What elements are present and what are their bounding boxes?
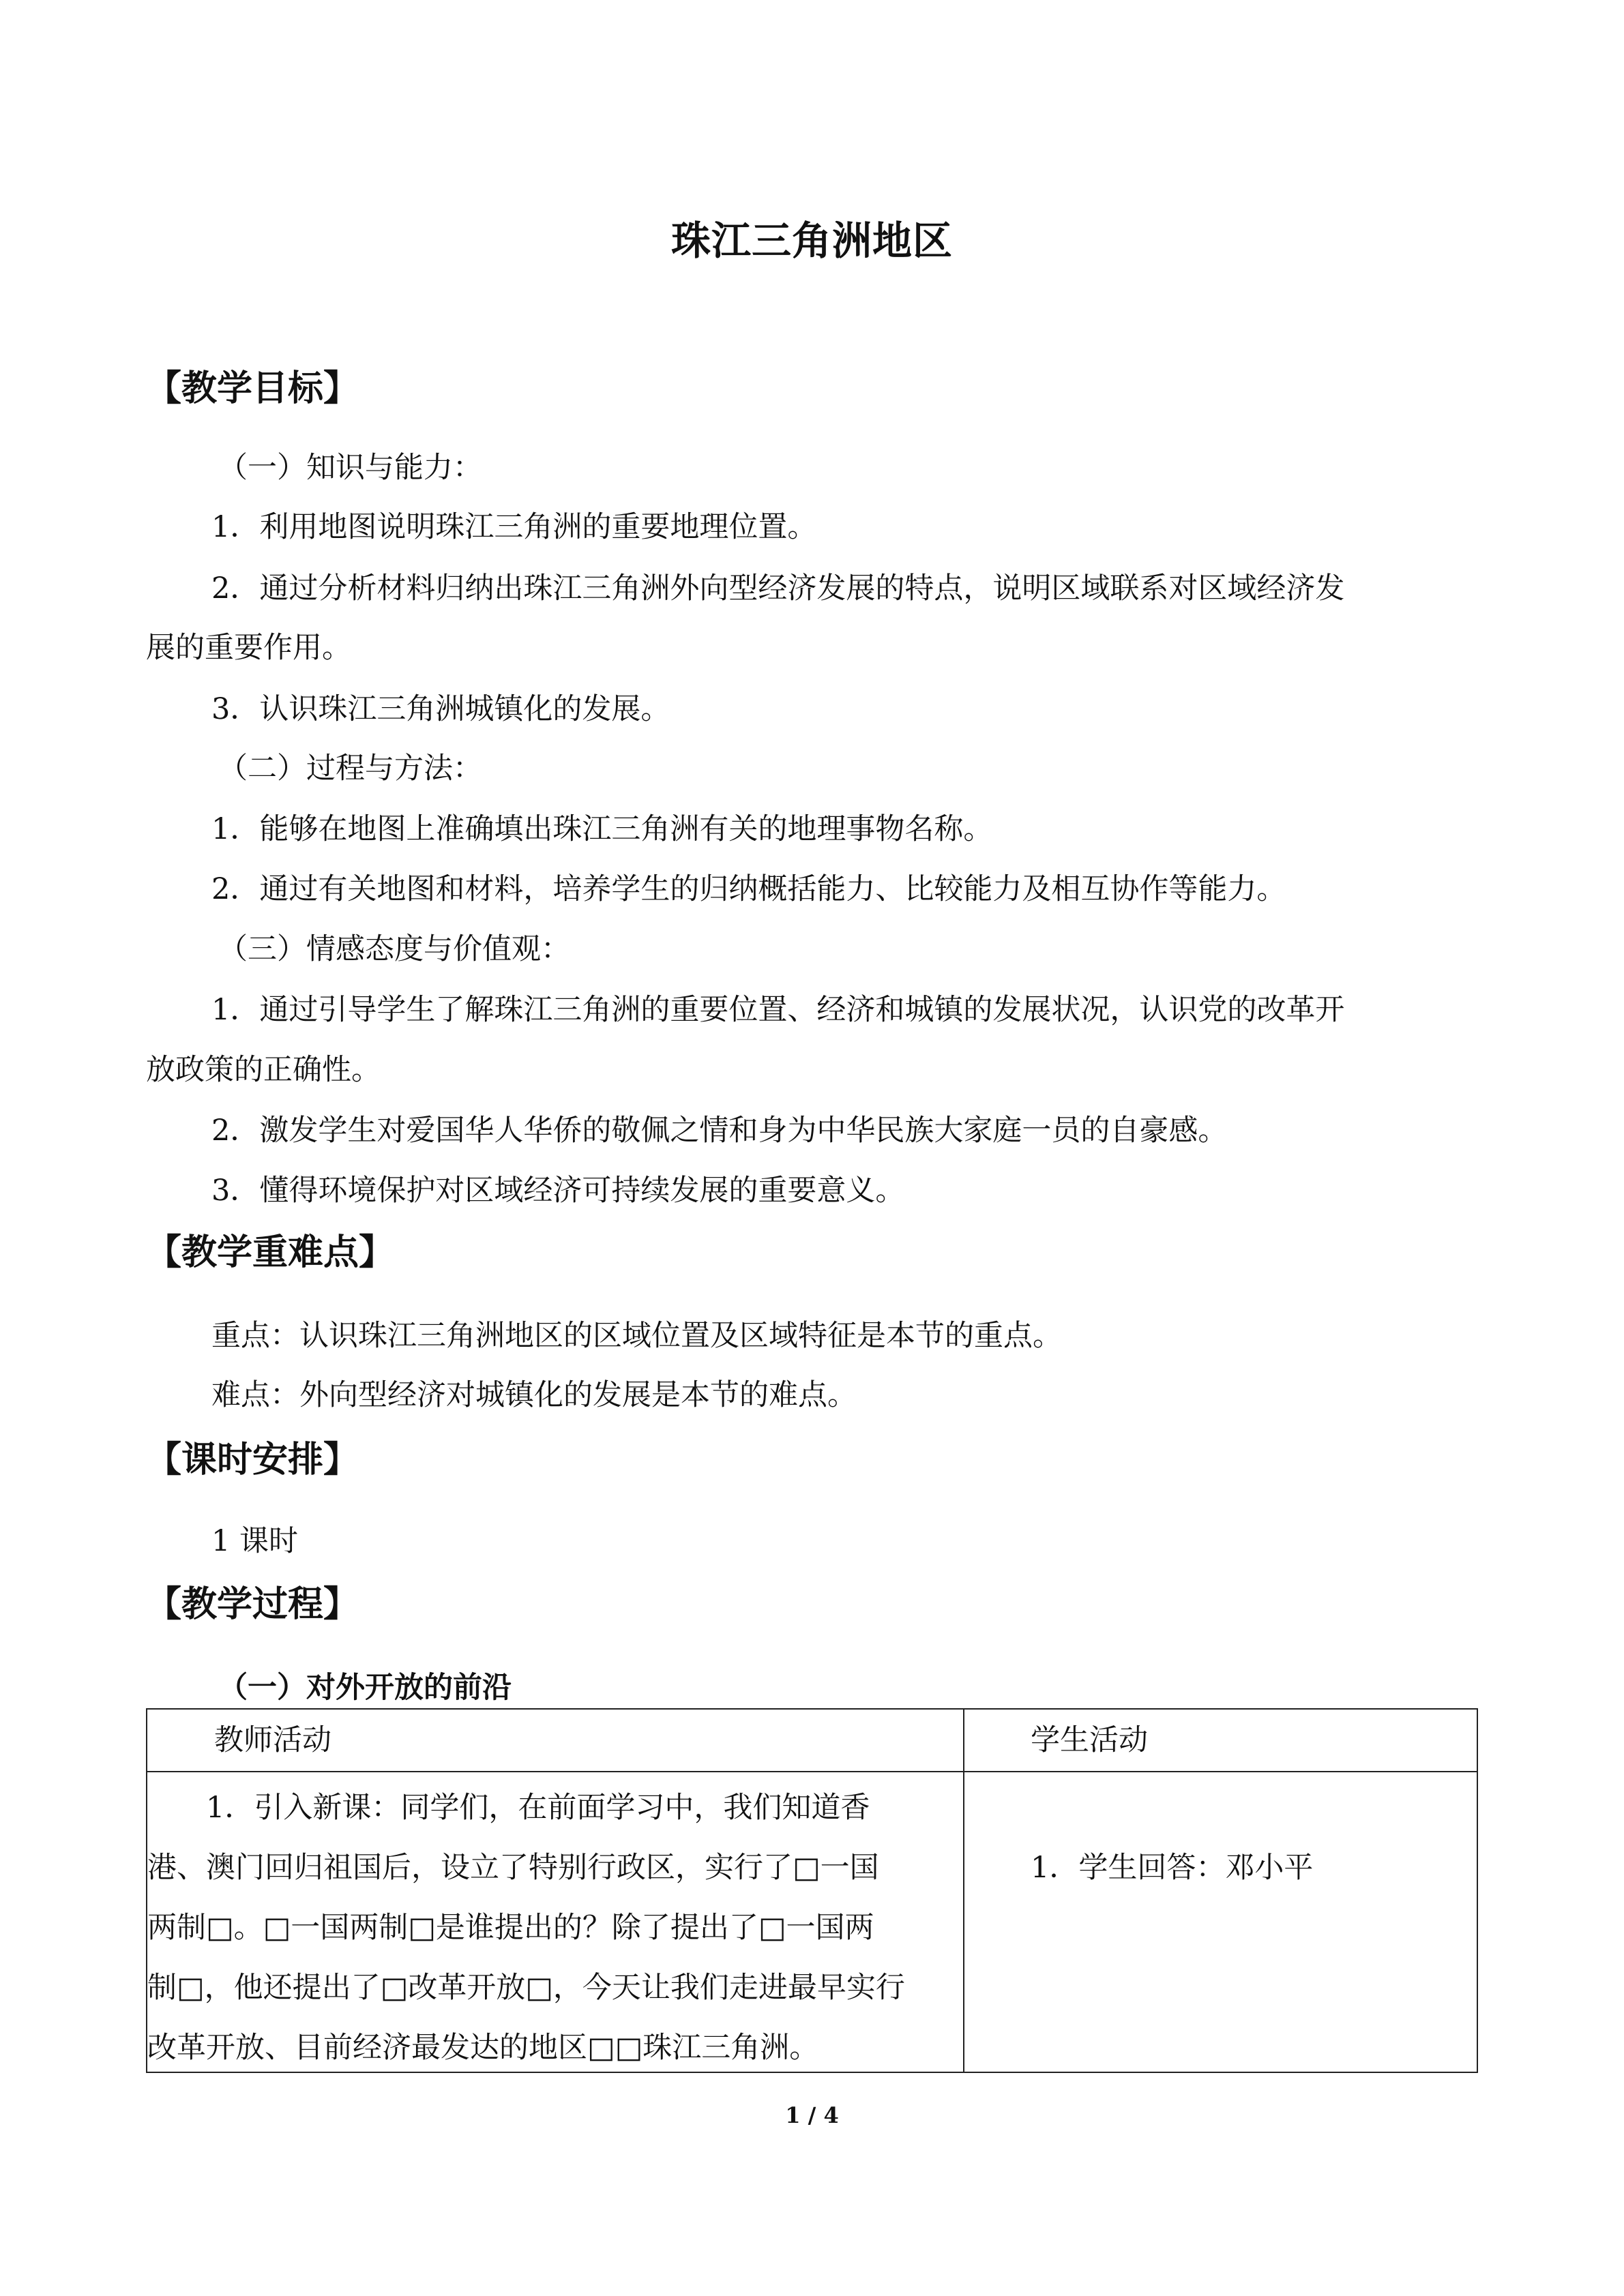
- objectives-part1-item-continued: 展的重要作用。: [146, 631, 351, 665]
- heading-process: 【教学过程】: [146, 1584, 359, 1625]
- objectives-part1-item: 3．认识珠江三角洲城镇化的发展。: [211, 692, 670, 726]
- table-header-teacher: 教师活动: [214, 1723, 331, 1757]
- teacher-activity-line: 制□，他还提出了□改革开放□，今天让我们走进最早实行: [147, 1971, 905, 2005]
- process-subheading: （一）对外开放的前沿: [218, 1671, 512, 1705]
- objectives-part3-item: 3．懂得环境保护对区域经济可持续发展的重要意义。: [211, 1174, 905, 1208]
- table-column-divider: [963, 1710, 964, 2072]
- key-point-item: 重点：认识珠江三角洲地区的区域位置及区域特征是本节的重点。: [211, 1319, 1062, 1353]
- objectives-part3-title: （三）情感态度与价值观：: [218, 932, 570, 966]
- teacher-activity-line: 1．引入新课：同学们，在前面学习中，我们知道香: [147, 1791, 870, 1825]
- difficult-point-item: 难点：外向型经济对城镇化的发展是本节的难点。: [211, 1378, 857, 1412]
- table-header-divider: [147, 1771, 1477, 1772]
- teacher-activity-line: 港、澳门回归祖国后，设立了特别行政区，实行了□一国: [147, 1851, 879, 1885]
- page-number: 1 / 4: [785, 2102, 839, 2128]
- objectives-part2-title: （二）过程与方法：: [218, 751, 482, 786]
- teacher-activity-line: 改革开放、目前经济最发达的地区□□珠江三角洲。: [147, 2031, 819, 2065]
- objectives-part2-item: 2．通过有关地图和材料，培养学生的归纳概括能力、比较能力及相互协作等能力。: [211, 872, 1286, 906]
- heading-objectives: 【教学目标】: [146, 368, 359, 409]
- objectives-part3-item: 1．通过引导学生了解珠江三角洲的重要位置、经济和城镇的发展状况，认识党的改革开: [211, 993, 1345, 1027]
- objectives-part3-item-continued: 放政策的正确性。: [146, 1053, 381, 1087]
- objectives-part3-item: 2．激发学生对爱国华人华侨的敬佩之情和身为中华民族大家庭一员的自豪感。: [211, 1114, 1228, 1148]
- activity-table: [146, 1708, 1478, 2073]
- heading-schedule: 【课时安排】: [146, 1440, 359, 1480]
- objectives-part1-item: 1．利用地图说明珠江三角洲的重要地理位置。: [211, 510, 817, 544]
- objectives-part1-title: （一）知识与能力：: [218, 451, 482, 485]
- student-activity-cell: 1．学生回答：邓小平: [1031, 1851, 1314, 1885]
- objectives-part1-item: 2．通过分析材料归纳出珠江三角洲外向型经济发展的特点，说明区域联系对区域经济发: [211, 571, 1345, 606]
- table-header-student: 学生活动: [1031, 1723, 1148, 1757]
- heading-key-points: 【教学重难点】: [146, 1232, 395, 1273]
- objectives-part2-item: 1．能够在地图上准确填出珠江三角洲有关的地理事物名称。: [211, 812, 993, 846]
- schedule-text: 1 课时: [211, 1524, 299, 1558]
- document-title: 珠江三角洲地区: [670, 218, 953, 264]
- teacher-activity-line: 两制□。□一国两制□是谁提出的？除了提出了□一国两: [147, 1911, 874, 1945]
